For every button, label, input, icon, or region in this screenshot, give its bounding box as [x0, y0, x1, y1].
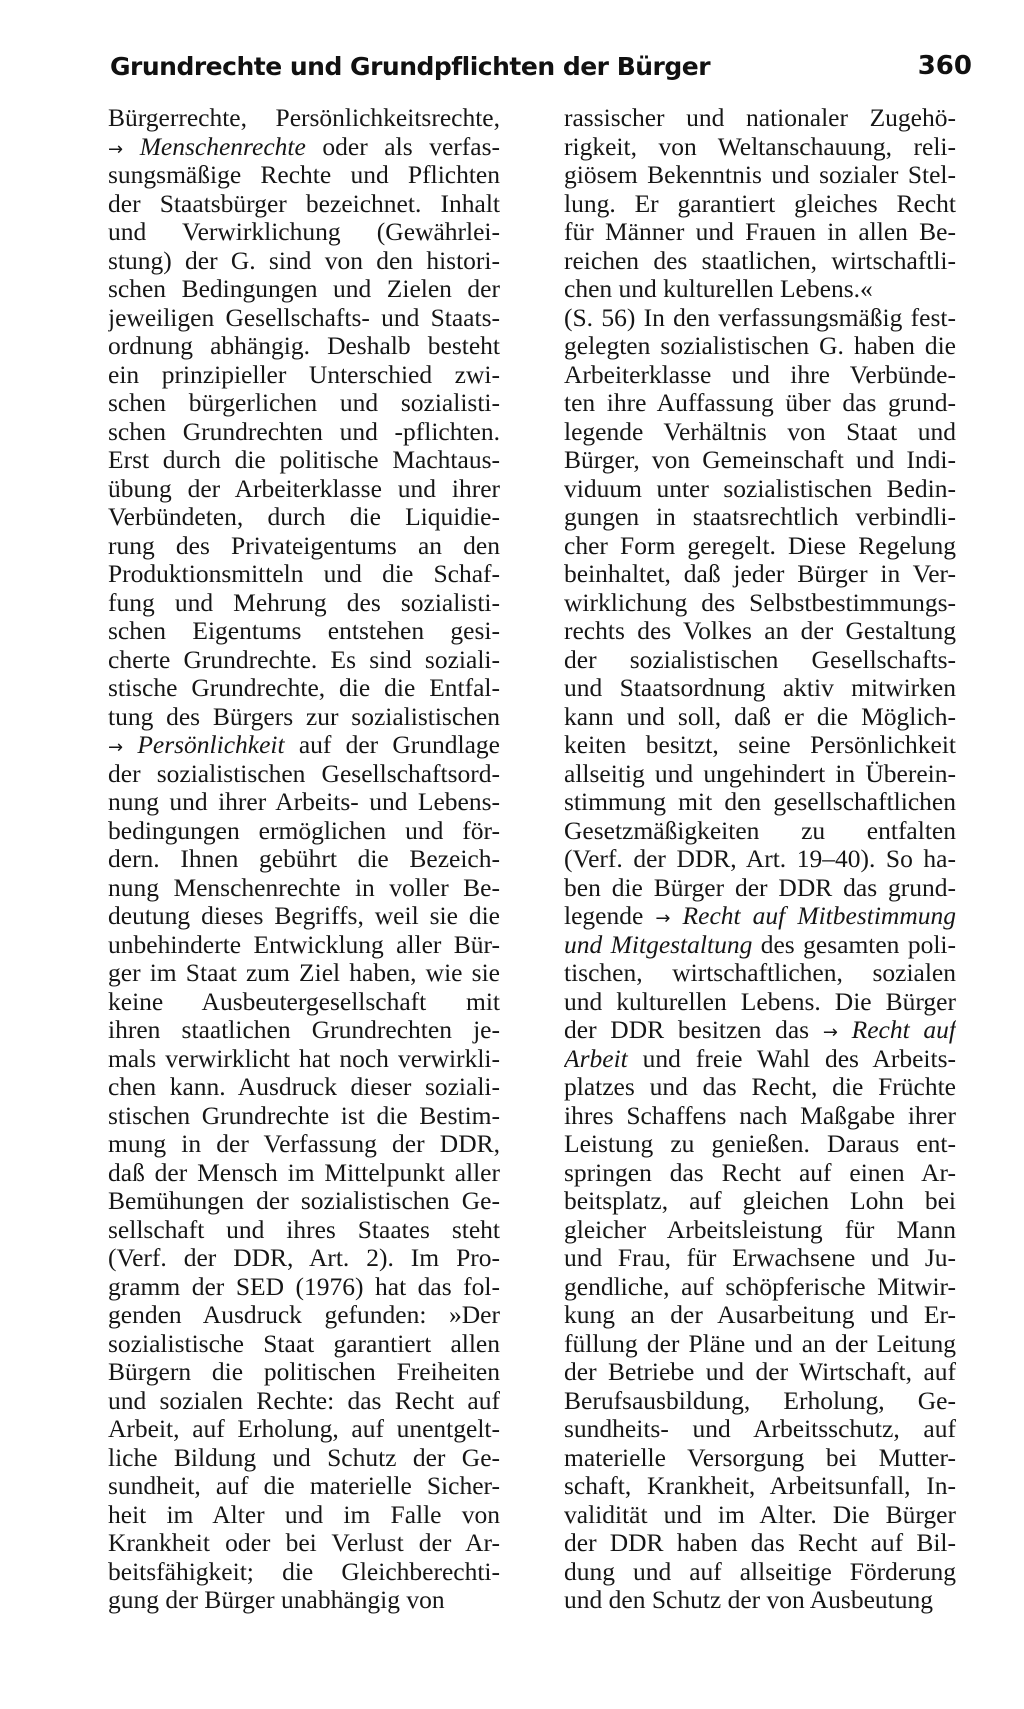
text-line: rigkeit, von Weltanschauung, reli-	[564, 132, 956, 161]
text-line: gungen in staatsrechtlich verbindli-	[564, 503, 956, 531]
text-line: für Männer und Frauen in allen Be-	[564, 218, 956, 246]
text-line: sozialistische Staat garantiert allen	[108, 1329, 500, 1358]
cross-reference[interactable]: Menschenrechte	[139, 132, 306, 161]
text-line: cherte Grundrechte. Es sind soziali-	[108, 645, 500, 674]
text-line: schen bürgerlichen und sozialisti-	[108, 389, 500, 417]
text-line: (Verf. der DDR, Art. 2). Im Pro-	[108, 1244, 500, 1272]
text-line: springen das Recht auf einen Ar-	[564, 1158, 956, 1187]
text-line: und Verwirklichung (Gewährlei-	[108, 218, 500, 246]
text-line: schen Bedingungen und Zielen der	[108, 275, 500, 303]
text-line: gleicher Arbeitsleistung für Mann	[564, 1215, 956, 1244]
text-line: heit im Alter und im Falle von	[108, 1500, 500, 1529]
text-line: der sozialistischen Gesellschaftsord-	[108, 759, 500, 788]
text-line: kung an der Ausarbeitung und Er-	[564, 1301, 956, 1329]
text-line: platzes und das Recht, die Früchte	[564, 1073, 956, 1101]
text-line: Arbeit, auf Erholung, auf unentgelt-	[108, 1415, 500, 1443]
text-line: mals verwirklicht hat noch verwirkli-	[108, 1044, 500, 1073]
text-line: cher Form geregelt. Diese Regelung	[564, 531, 956, 560]
text-line: stimmung mit den gesellschaftlichen	[564, 788, 956, 816]
text-line: ten ihre Auffassung über das grund-	[564, 389, 956, 417]
text-line: (Verf. der DDR, Art. 19–40). So ha-	[564, 845, 956, 873]
text-line: Verbündeten, durch die Liquidie-	[108, 503, 500, 531]
text-line: legende Verhältnis von Staat und	[564, 417, 956, 446]
text-line: rassischer und nationaler Zugehö-	[564, 104, 956, 132]
text-line: beitsplatz, auf gleichen Lohn bei	[564, 1187, 956, 1215]
text-line: Berufsausbildung, Erholung, Ge-	[564, 1386, 956, 1415]
text-line: schaft, Krankheit, Arbeitsunfall, In-	[564, 1472, 956, 1500]
text-line: mung in der Verfassung der DDR,	[108, 1130, 500, 1158]
text-line: legende → Recht auf Mitbestimmung	[564, 902, 956, 930]
text-line: giösem Bekenntnis und sozialer Stel-	[564, 161, 956, 189]
text-line: Bemühungen der sozialistischen Ge-	[108, 1187, 500, 1215]
text-line: Bürgerrechte, Persönlichkeitsrechte,	[108, 104, 500, 132]
text-line: viduum unter sozialistischen Bedin-	[564, 474, 956, 503]
text-line: und den Schutz der von Ausbeutung	[564, 1586, 933, 1614]
cross-reference[interactable]: Recht auf	[851, 1016, 956, 1044]
text-line: stischen Grundrechte ist die Bestim-	[108, 1101, 500, 1130]
cross-reference[interactable]: Arbeit	[564, 1044, 628, 1073]
text-line: der DDR besitzen das → Recht auf	[564, 1016, 956, 1044]
text-line: tung des Bürgers zur sozialistischen	[108, 702, 500, 731]
text-line: der Betriebe und der Wirtschaft, auf	[564, 1358, 956, 1386]
text-line: und Staatsordnung aktiv mitwirken	[564, 674, 956, 702]
text-line: nung Menschenrechte in voller Be-	[108, 873, 500, 902]
text-line: Arbeit und freie Wahl des Arbeits-	[564, 1044, 956, 1073]
right-column	[564, 104, 956, 1615]
text-line: ben die Bürger der DDR das grund-	[564, 873, 956, 902]
text-line: ordnung abhängig. Deshalb besteht	[108, 332, 500, 360]
arrow-icon: →	[108, 737, 124, 758]
text-line: und Mitgestaltung des gesamten poli-	[564, 930, 956, 959]
text-line: Gesetzmäßigkeiten zu entfalten	[564, 816, 956, 845]
text-line: und Frau, für Erwachsene und Ju-	[564, 1244, 956, 1272]
text-line: wirklichung des Selbstbestimmungs-	[564, 588, 956, 617]
text-line: beinhaltet, daß jeder Bürger in Ver-	[564, 560, 956, 588]
cross-reference[interactable]: Persönlichkeit	[137, 731, 285, 759]
text-line: kann und soll, daß er die Möglich-	[564, 702, 956, 731]
text-line: chen und kulturellen Lebens.«	[564, 275, 873, 303]
text-line: bedingungen ermöglichen und för-	[108, 816, 500, 845]
text-line: ger im Staat zum Ziel haben, wie sie	[108, 959, 500, 987]
text-line: gramm der SED (1976) hat das fol-	[108, 1272, 500, 1301]
text-line: sundheits- und Arbeitsschutz, auf	[564, 1415, 956, 1443]
text-line: liche Bildung und Schutz der Ge-	[108, 1443, 500, 1472]
text-line: dung und auf allseitige Förderung	[564, 1557, 956, 1586]
text-line: daß der Mensch im Mittelpunkt aller	[108, 1158, 500, 1187]
text-line: ihres Schaffens nach Maßgabe ihrer	[564, 1101, 956, 1130]
text-line: Erst durch die politische Machtaus-	[108, 446, 500, 474]
text-line: beitsfähigkeit; die Gleichberechti-	[108, 1557, 500, 1586]
running-head: Grundrechte und Grundpflichten der Bürger	[110, 52, 711, 81]
text-line: fung und Mehrung des sozialisti-	[108, 588, 500, 617]
text-line: ihren staatlichen Grundrechten je-	[108, 1016, 500, 1044]
left-column	[108, 104, 500, 1615]
text-line: Bürgern die politischen Freiheiten	[108, 1358, 500, 1386]
text-line: Leistung zu genießen. Daraus ent-	[564, 1130, 956, 1158]
text-line: rechts des Volkes an der Gestaltung	[564, 617, 956, 645]
text-line: allseitig und ungehindert in Überein-	[564, 759, 956, 788]
page-number: 360	[917, 51, 972, 81]
text-line: schen Eigentums entstehen gesi-	[108, 617, 500, 645]
text-line: → Menschenrechte oder als verfas-	[108, 132, 500, 161]
text-line: reichen des staatlichen, wirtschaftli-	[564, 246, 956, 275]
text-line: nung und ihrer Arbeits- und Lebens-	[108, 788, 500, 816]
text-line: der Staatsbürger bezeichnet. Inhalt	[108, 189, 500, 218]
text-line: stung) der G. sind von den histori-	[108, 246, 500, 275]
text-line: sungsmäßige Rechte und Pflichten	[108, 161, 500, 189]
text-line: → Persönlichkeit auf der Grundlage	[108, 731, 500, 759]
text-line: Arbeiterklasse und ihre Verbünde-	[564, 360, 956, 389]
text-line: validität und im Alter. Die Bürger	[564, 1500, 956, 1529]
cross-reference[interactable]: und Mitgestaltung	[564, 930, 753, 959]
text-line: füllung der Pläne und an der Leitung	[564, 1329, 956, 1358]
text-line: materielle Versorgung bei Mutter-	[564, 1443, 956, 1472]
text-line: gung der Bürger unabhängig von	[108, 1586, 445, 1614]
text-line: sellschaft und ihres Staates steht	[108, 1215, 500, 1244]
arrow-icon: →	[108, 138, 124, 160]
arrow-icon: →	[655, 908, 671, 929]
text-line: keiten besitzt, seine Persönlichkeit	[564, 731, 956, 759]
text-line: schen Grundrechten und -pflichten.	[108, 417, 500, 446]
text-line: der DDR haben das Recht auf Bil-	[564, 1529, 956, 1557]
text-line: Bürger, von Gemeinschaft und Indi-	[564, 446, 956, 474]
text-line: jeweiligen Gesellschafts- und Staats-	[108, 303, 500, 332]
cross-reference[interactable]: Recht auf Mitbestimmung	[682, 902, 956, 930]
text-line: Produktionsmitteln und die Schaf-	[108, 560, 500, 588]
text-line: stische Grundrechte, die die Entfal-	[108, 674, 500, 702]
text-line: übung der Arbeiterklasse und ihrer	[108, 474, 500, 503]
text-line: und kulturellen Lebens. Die Bürger	[564, 987, 956, 1016]
text-line: keine Ausbeutergesellschaft mit	[108, 987, 500, 1016]
text-line: (S. 56) In den verfassungsmäßig fest-	[564, 303, 956, 332]
text-line: gendliche, auf schöpferische Mitwir-	[564, 1272, 956, 1301]
text-line: der sozialistischen Gesellschafts-	[564, 645, 956, 674]
text-line: chen kann. Ausdruck dieser soziali-	[108, 1073, 500, 1101]
text-line: unbehinderte Entwicklung aller Bür-	[108, 930, 500, 959]
text-line: und sozialen Rechte: das Recht auf	[108, 1386, 500, 1415]
text-line: rung des Privateigentums an den	[108, 531, 500, 560]
text-line: dern. Ihnen gebührt die Bezeich-	[108, 845, 500, 873]
text-line: gelegten sozialistischen G. haben die	[564, 332, 956, 360]
text-line: tischen, wirtschaftlichen, sozialen	[564, 959, 956, 987]
text-line: ein prinzipieller Unterschied zwi-	[108, 360, 500, 389]
text-line: lung. Er garantiert gleiches Recht	[564, 189, 956, 218]
text-line: Krankheit oder bei Verlust der Ar-	[108, 1529, 500, 1557]
text-line: sundheit, auf die materielle Sicher-	[108, 1472, 500, 1500]
text-line: genden Ausdruck gefunden: »Der	[108, 1301, 500, 1329]
arrow-icon: →	[822, 1022, 838, 1043]
text-line: deutung dieses Begriffs, weil sie die	[108, 902, 500, 930]
